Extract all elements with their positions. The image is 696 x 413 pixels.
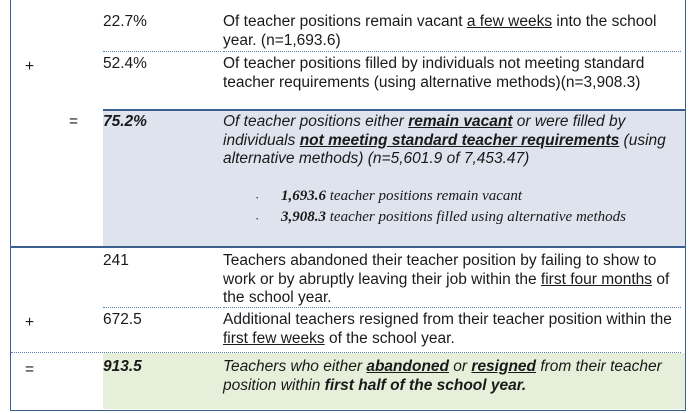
row-operator: = bbox=[69, 113, 79, 130]
row-operator: = bbox=[25, 361, 35, 378]
statistics-table bbox=[10, 0, 686, 411]
section-divider bbox=[11, 246, 685, 248]
row-divider bbox=[103, 307, 221, 308]
section-divider bbox=[103, 109, 685, 111]
row-divider bbox=[223, 307, 681, 308]
row-divider bbox=[11, 352, 681, 353]
row-value: 22.7% bbox=[103, 13, 147, 30]
bullet-dot: · bbox=[255, 190, 260, 205]
row-description: Of teacher positions either remain vacant or were filled by individuals not meeting standard teacher requirements (using alternative methods) (n=5,601.9 of 7,453.47) bbox=[223, 113, 666, 167]
row-operator: + bbox=[25, 314, 35, 331]
bullet-dot: · bbox=[255, 211, 260, 226]
row-description: Teachers who either abandoned or resigned from their teacher position within first half of the school year. bbox=[223, 358, 662, 394]
row-divider bbox=[223, 51, 681, 52]
bullet-item: 1,693.6 teacher positions remain vacant bbox=[281, 188, 523, 204]
row-description: Additional teachers resigned from their teacher position within the first few weeks of the school year. bbox=[223, 311, 672, 347]
row-value: 672.5 bbox=[103, 311, 142, 328]
row-divider bbox=[103, 51, 221, 52]
row-value: 241 bbox=[103, 252, 129, 269]
row-description: Of teacher positions remain vacant a few weeks into the school year. (n=1,693.6) bbox=[223, 13, 657, 49]
row-value: 75.2% bbox=[103, 113, 147, 130]
bullet-item: 3,908.3 teacher positions filled using alternative methods bbox=[281, 209, 626, 225]
row-value: 52.4% bbox=[103, 55, 147, 72]
row-description: Of teacher positions filled by individuals not meeting standard teacher requirements (using alternative methods)(n=3,908.3) bbox=[223, 55, 645, 91]
row-description: Teachers abandoned their teacher position by failing to show to work or by abruptly leaving their job within the first four months of the school year. bbox=[223, 252, 670, 306]
row-operator: + bbox=[25, 58, 35, 75]
row-value: 913.5 bbox=[103, 358, 142, 375]
